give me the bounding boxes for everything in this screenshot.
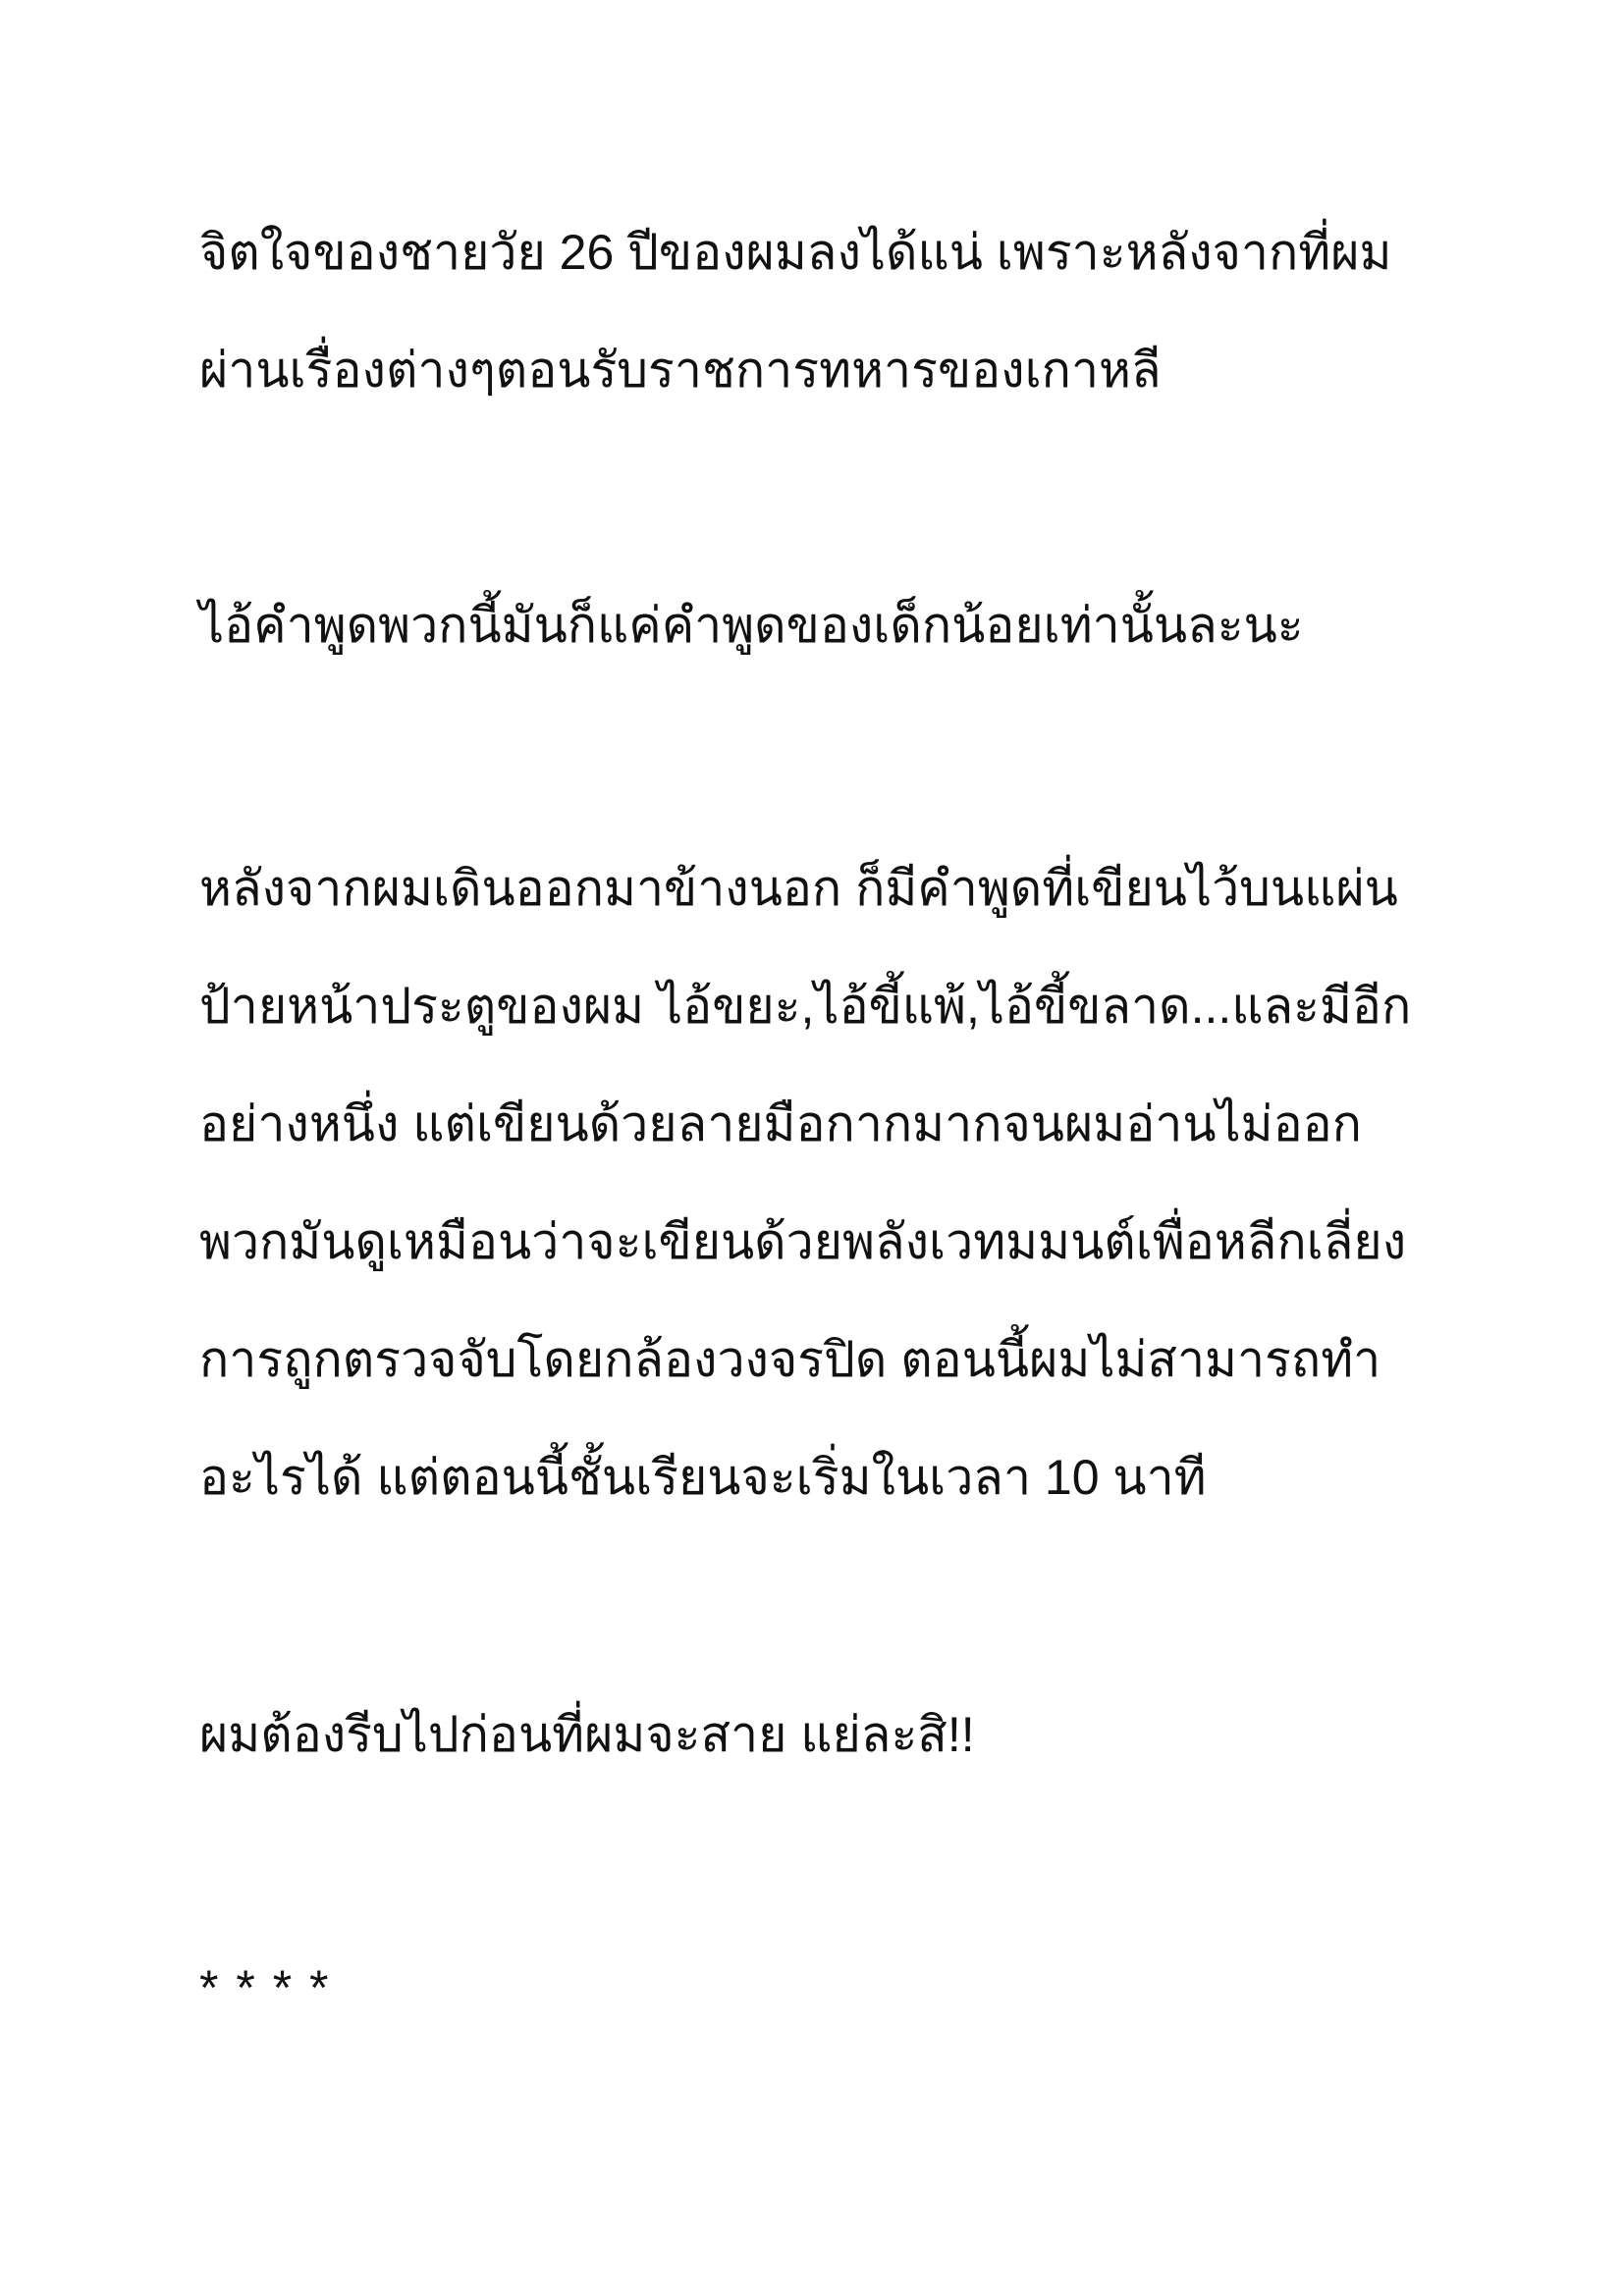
text-line: อะไรได้ แต่ตอนนี้ชั้นเรียนจะเริ่มในเวลา 10 นาที	[199, 1450, 1207, 1505]
text-line: อย่างหนึ่ง แต่เขียนด้วยลายมือกากมากจนผมอ่านไม่ออก	[199, 1096, 1362, 1151]
text-line: ผ่านเรื่องต่างๆตอนรับราชการทหารของเกาหลี	[199, 343, 1162, 398]
section-separator: * * * *	[199, 1960, 331, 2015]
text-line: หลังจากผมเดินออกมาข้างนอก ก็มีคำพูดที่เขียนไว้บนแผ่น	[199, 861, 1398, 916]
text-line: พวกมันดูเหมือนว่าจะเขียนด้วยพลังเวทมมนต์เพื่อหลีกเลี่ยง	[199, 1214, 1407, 1269]
text-line: ป้ายหน้าประตูของผม ไอ้ขยะ,ไอ้ขี้แพ้,ไอ้ขี้ขลาด...และมีอีก	[199, 979, 1412, 1034]
text-line: ไอ้คำพูดพวกนี้มันก็แค่คำพูดของเด็กน้อยเท่านั้นละนะ	[199, 598, 1304, 653]
text-line: ผมต้องรีบไปก่อนที่ผมจะสาย แย่ละสิ!!	[199, 1707, 975, 1762]
text-line: จิตใจของชายวัย 26 ปีของผมลงได้แน่ เพราะหลังจากที่ผม	[199, 225, 1392, 280]
text-line: การถูกตรวจจับโดยกล้องวงจรปิด ตอนนี้ผมไม่สามารถทำ	[199, 1332, 1381, 1387]
